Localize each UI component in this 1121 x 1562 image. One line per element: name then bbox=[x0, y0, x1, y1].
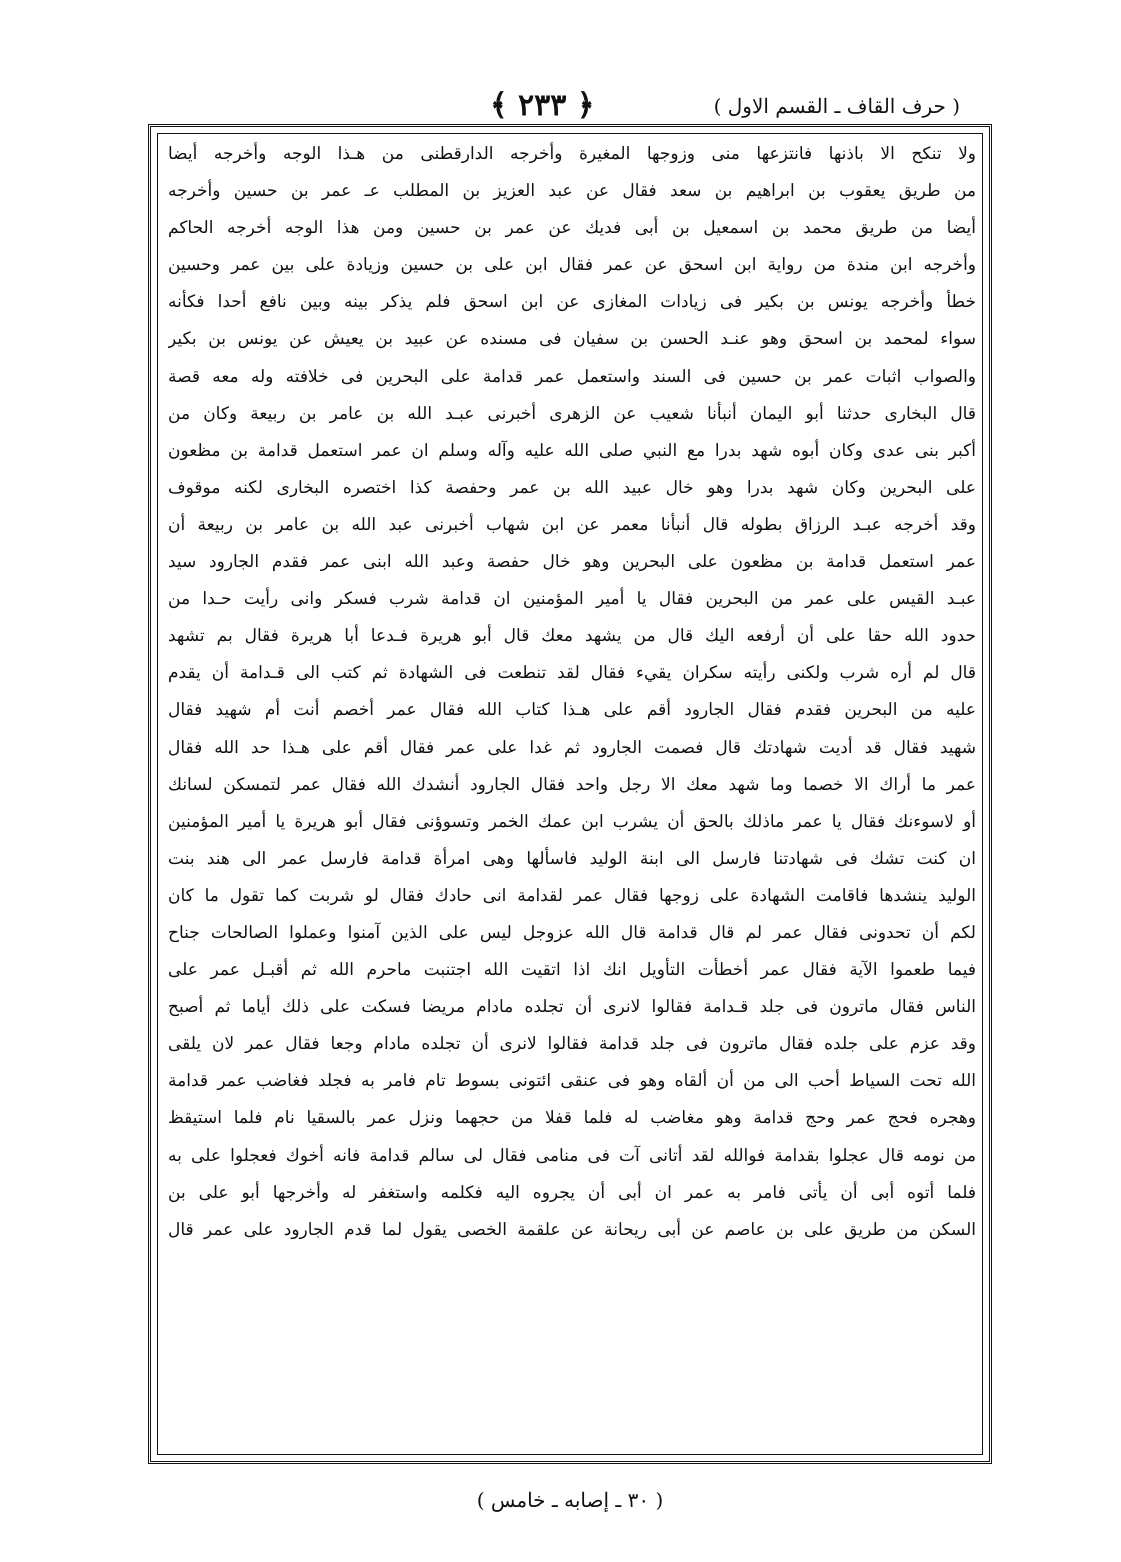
text-line: من طريق يعقوب بن ابراهيم بن سعد فقال عن عبد العزيز بن المطلب عـ عمر بن حسين وأخرجه bbox=[168, 181, 976, 202]
text-line: الناس فقال ماترون فى جلد قـدامة فقالوا لانرى أن تجلده مادام مريضا فسكت على ذلك أياما ثم أصبح bbox=[168, 997, 976, 1018]
text-line: خطأ وأخرجه يونس بن بكير فى زيادات المغازى عن ابن اسحق فلم يذكر بينه وبين نافع أحدا فكأنه bbox=[168, 292, 976, 313]
text-line: قال لم أره شرب ولكنى رأيته سكران يقيء فقال لقد تنطعت فى الشهادة ثم كتب الى قـدامة أن يقدم bbox=[168, 663, 976, 684]
text-line: عمر ما أراك الا خصما وما شهد معك الا رجل واحد فقال الجارود أنشدك الله فقال عمر لتمسكن لسانك bbox=[168, 774, 976, 795]
running-title: ( حرف القاف ـ القسم الاول ) bbox=[713, 94, 960, 118]
text-line: وقد أخرجه عبـد الرزاق بطوله قال أنبأنا معمر عن ابن شهاب أخبرنى عبد الله بن عامر بن ربيعة أن bbox=[168, 514, 976, 535]
text-line: وأخرجه ابن مندة من رواية ابن اسحق عن عمر فقال ابن على بن حسين وزيادة على بين عمر وحسين bbox=[168, 255, 976, 276]
text-line: السكن من طريق على بن عاصم عن أبى ريحانة عن علقمة الخصى يقول لما قدم الجارود على عمر قال bbox=[168, 1219, 976, 1240]
text-line: وهجره فحج عمر وحج قدامة وهو مغاضب له فلما قفلا من حجهما ونزل عمر بالسقيا نام فلما استيقظ bbox=[168, 1108, 976, 1129]
text-line: ولا تنكح الا باذنها فانتزعها منى وزوجها المغيرة وأخرجه الدارقطنى من هـذا الوجه وأخرجه أيضا bbox=[168, 144, 976, 164]
text-line: عمر استعمل قدامة بن مظعون على البحرين وهو خال حفصة وعبد الله ابنى عمر فقدم الجارود سيد bbox=[168, 552, 976, 573]
text-line: أو لاسوءنك فقال يا عمر ماذلك بالحق أن يشرب ابن عمك الخمر وتسوؤنى فقال أبو هريرة يا أمير المؤمنين bbox=[168, 811, 976, 832]
text-line: سواء لمحمد بن اسحق وهو عنـد الحسن بن سفيان فى مسنده عن عبيد بن يعيش عن يونس بن بكير bbox=[168, 329, 976, 350]
text-line: أكبر بنى عدى وكان أبوه شهد بدرا مع النبي صلى الله عليه وآله وسلم ان عمر استعمل قدامة بن مظعون bbox=[168, 440, 976, 461]
text-line: قال البخارى حدثنا أبو اليمان أنبأنا شعيب عن الزهرى أخبرنى عبـد الله بن عامر بن ربيعة وكان من bbox=[168, 403, 976, 424]
text-line: حدود الله حقا على أن أرفعه اليك قال من يشهد معك قال أبو هريرة فـدعا أبا هريرة فقال بم تشهد bbox=[168, 626, 976, 647]
text-line: فلما أتوه أبى أن يأتى فامر به عمر ان أبى أن يجروه اليه فكلمه واستغفر له وأخرجها أبو على بن bbox=[168, 1182, 976, 1203]
text-line: لكم أن تحدونى فقال عمر لم قال قدامة قال الله عزوجل ليس على الذين آمنوا وعملوا الصالحات جناح bbox=[168, 922, 976, 943]
text-line: أيضا من طريق محمد بن اسمعيل بن أبى فديك عن عمر بن حسين ومن هذا الوجه أخرجه الحاكم bbox=[168, 218, 976, 239]
text-line: الله تحت السياط أحب الى من أن ألقاه وهو فى عنقى ائتونى بسوط تام فامر به فجلد فغاضب عمر قدامة bbox=[168, 1071, 976, 1092]
text-line: ان كنت تشك فى شهادتنا فارسل الى ابنة الوليد فاسألها وهى امرأة قدامة فارسل عمر الى هند بنت bbox=[168, 848, 976, 869]
text-line: الوليد ينشدها فاقامت الشهادة على زوجها فقال عمر لقدامة انى حادك فقال لو شربت كما تقول ما كان bbox=[168, 885, 976, 906]
text-line: على البحرين وكان شهد بدرا وهو خال عبيد الله بن عمر وحفصة كذا اختصره البخارى لكنه موقوف bbox=[168, 477, 976, 498]
text-line: عليه من البحرين فقدم فقال الجارود أقم على هـذا كتاب الله فقال عمر أخصم أنت أم شهيد فقال bbox=[168, 700, 976, 721]
text-line: وقد عزم على جلده فقال ماترون فى جلد قدامة فقالوا لانرى أن تجلده مادام وجعا فقال عمر لان يلقى bbox=[168, 1034, 976, 1055]
text-line: شهيد فقال قد أديت شهادتك قال فصمت الجارود ثم غدا على عمر فقال أقم على هـذا حد الله فقال bbox=[168, 737, 976, 758]
page-header bbox=[150, 88, 980, 128]
text-line: والصواب اثبات عمر بن حسين فى السند واستعمل عمر قدامة على البحرين فى خلافته وله معه قصة bbox=[168, 366, 976, 387]
text-body bbox=[168, 136, 976, 1249]
text-line: فيما طعموا الآية فقال عمر أخطأت التأويل انك اذا اتقيت الله اجتنبت ماحرم الله ثم أقبـل عمر على bbox=[168, 960, 976, 981]
signature-mark: ( ٣٠ ـ إصابه ـ خامس ) bbox=[476, 1488, 664, 1512]
text-line: من نومه قال عجلوا بقدامة فوالله لقد أتانى آت فى منامى فقال لى سالم قدامة فانه أخوك فعجلوا على به bbox=[168, 1145, 976, 1166]
page-number: ﴿ ٢٣٣ ﴾ bbox=[490, 88, 595, 123]
text-line: عبـد القيس على عمر من البحرين فقال يا أمير المؤمنين ان قدامة شرب فسكر وانى رأيت حـدا من bbox=[168, 589, 976, 610]
